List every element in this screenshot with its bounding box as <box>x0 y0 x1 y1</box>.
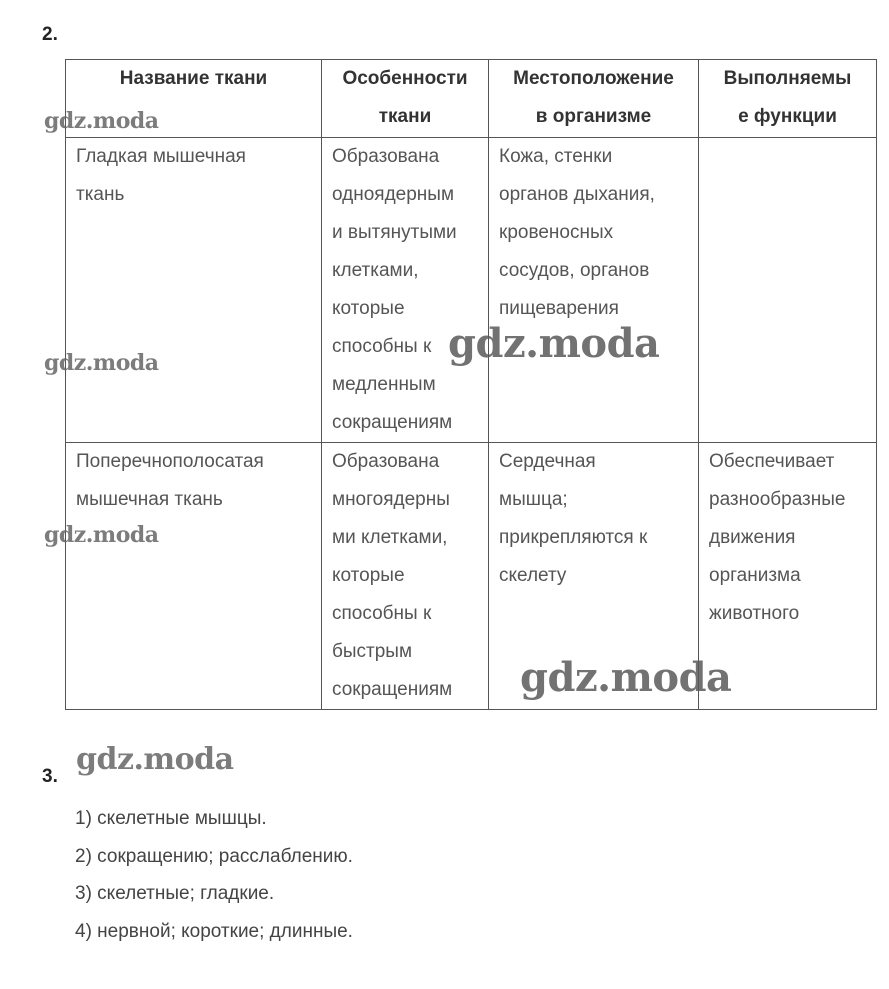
cell-line: способны к <box>332 603 432 624</box>
cell-line: органов дыхания, <box>499 184 655 205</box>
cell-line: сосудов, органов <box>499 260 650 281</box>
header-location <box>489 60 699 138</box>
cell-tissue-name <box>66 443 322 710</box>
cell-line: многоядерны <box>332 489 450 510</box>
task-2-number: 2. <box>42 24 58 45</box>
cell-line: Местоположение <box>513 68 674 89</box>
watermark: gdz.moda <box>44 350 159 376</box>
cell-line: клетками, <box>332 260 419 281</box>
table-header-row <box>66 60 877 138</box>
cell-line: Гладкая мышечная <box>76 146 246 167</box>
header-tissue-features <box>322 60 489 138</box>
cell-line: Образована <box>332 451 440 472</box>
cell-location <box>489 138 699 443</box>
cell-line: ткани <box>378 106 432 127</box>
list-item: 1) скелетные мышцы. <box>75 808 267 829</box>
cell-line: мышечная ткань <box>76 489 223 510</box>
cell-line: кровеносных <box>499 222 614 243</box>
cell-line: животного <box>709 603 800 624</box>
cell-tissue-features <box>322 138 489 443</box>
cell-line: сокращениям <box>332 412 453 433</box>
cell-line: и вытянутыми <box>332 222 457 243</box>
list-item: 2) сокращению; расслаблению. <box>75 845 353 867</box>
cell-line: Поперечнополосатая <box>76 451 264 472</box>
cell-tissue-features <box>322 443 489 710</box>
cell-line: движения <box>709 527 796 548</box>
cell-line: быстрым <box>332 641 413 662</box>
list-item: 4) нервной; короткие; длинные. <box>75 920 353 942</box>
list-item: 3) скелетные; гладкие. <box>75 883 275 904</box>
cell-line: Обеспечивает <box>709 451 835 472</box>
cell-line: Выполняемы <box>723 68 852 89</box>
cell-line: е функции <box>738 106 837 127</box>
cell-line: сокращениям <box>332 679 453 700</box>
header-functions <box>699 60 877 138</box>
watermark: gdz.moda <box>44 108 159 134</box>
watermark: gdz.moda <box>448 320 660 367</box>
task-3-number: 3. <box>42 766 58 787</box>
cell-line: пищеварения <box>499 298 619 319</box>
watermark: gdz.moda <box>520 654 732 701</box>
answer-list <box>75 800 353 950</box>
tissue-table <box>65 59 877 710</box>
cell-line: прикрепляются к <box>499 527 648 548</box>
cell-line: мышца; <box>499 489 568 510</box>
cell-tissue-name <box>66 138 322 443</box>
cell-line: в организме <box>535 106 652 127</box>
cell-functions <box>699 138 877 443</box>
cell-line: Образована <box>332 146 440 167</box>
cell-line: медленным <box>332 374 436 395</box>
cell-line: Сердечная <box>499 451 596 472</box>
cell-line: ткань <box>76 184 125 205</box>
table-row <box>66 443 877 710</box>
cell-line: ми клетками, <box>332 527 448 548</box>
cell-line: которые <box>332 565 405 586</box>
cell-line: которые <box>332 298 405 319</box>
watermark: gdz.moda <box>76 742 234 777</box>
cell-line: одноядерным <box>332 184 455 205</box>
cell-line: Кожа, стенки <box>499 146 613 167</box>
cell-line: способны к <box>332 336 432 357</box>
table-row <box>66 138 877 443</box>
cell-line: скелету <box>499 565 567 586</box>
cell-line: Особенности <box>342 68 468 89</box>
cell-line: разнообразные <box>709 489 846 510</box>
cell-line: организма <box>709 565 801 586</box>
watermark: gdz.moda <box>44 522 159 548</box>
cell-line: Название ткани <box>119 68 268 89</box>
